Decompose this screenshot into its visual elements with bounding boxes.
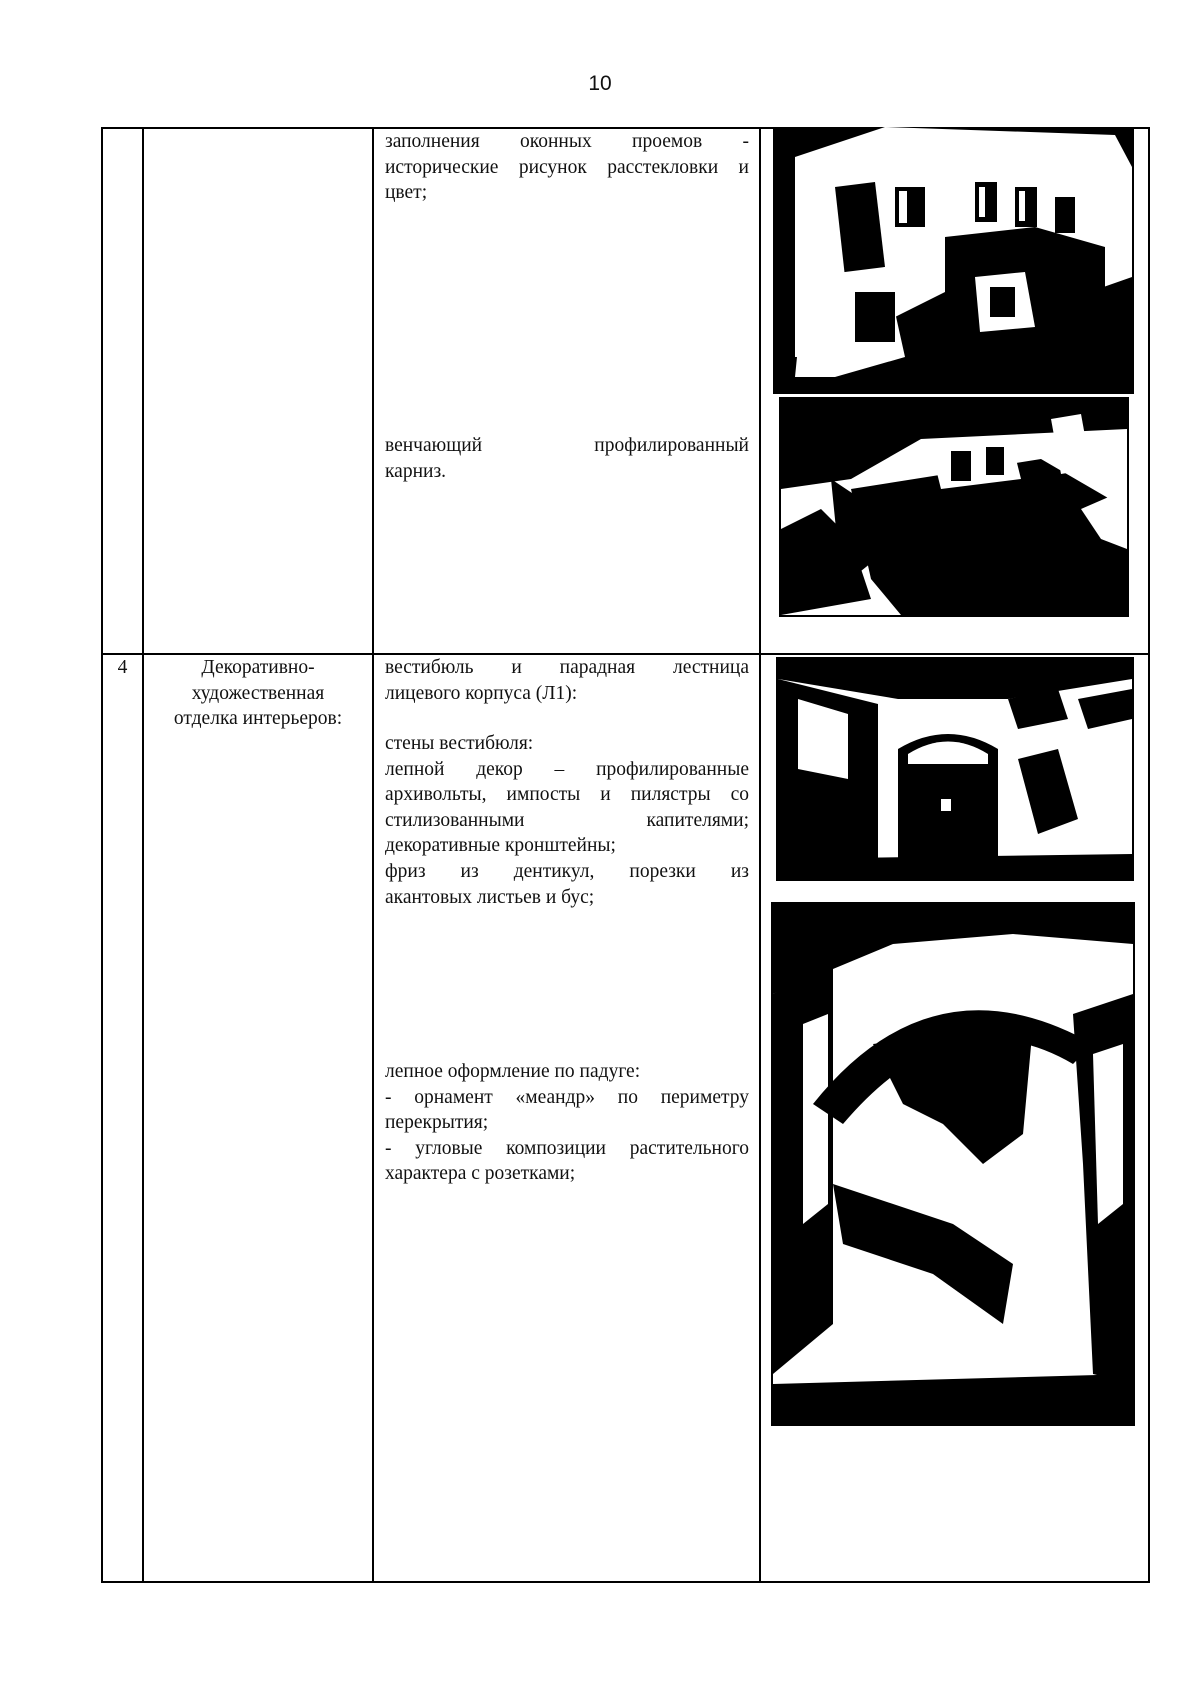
text-line: цвет;: [385, 182, 428, 204]
vestibule-photo: [776, 657, 1134, 881]
feature-vestibule: [385, 655, 749, 706]
text-line: характера с розетками;: [385, 1163, 576, 1185]
table-border-right: [1148, 127, 1150, 1583]
arch-ceiling-photo: [771, 902, 1135, 1426]
text-line: - угловые композиции растительного: [385, 1137, 749, 1159]
feature-window-fillings: [385, 129, 749, 206]
text-line: вестибюль и парадная лестница: [385, 657, 749, 678]
text-line: лепное оформление по падуге:: [385, 1061, 641, 1082]
monument-features-table: [101, 127, 1150, 1583]
page-number: 10: [588, 72, 612, 95]
text-line: - орнамент «меандр» по периметру: [385, 1086, 749, 1108]
feature-vestibule-walls: [385, 731, 749, 910]
text-line: стилизованными капителями;: [385, 809, 749, 831]
feature-cornice: [385, 433, 749, 484]
category-line: отделка интерьеров:: [173, 708, 343, 730]
category-label: [144, 655, 372, 732]
text-line: венчающий профилированный: [385, 435, 749, 456]
table-column-divider: [759, 127, 761, 1583]
text-line: карниз.: [385, 460, 447, 482]
text-line: архивольты, импосты и пилястры со: [385, 784, 749, 806]
text-line: перекрытия;: [385, 1112, 489, 1134]
text-line: исторические рисунок расстекловки и: [385, 156, 749, 178]
table-border-bottom: [101, 1581, 1150, 1583]
building-facade-photo: [773, 127, 1134, 394]
feature-cove-moulding: [385, 1059, 749, 1187]
text-line: декоративные кронштейны;: [385, 835, 616, 857]
cornice-photo: [779, 397, 1129, 617]
text-line: лепной декор – профилированные: [385, 758, 749, 780]
text-line: акантовых листьев и бус;: [385, 886, 595, 908]
text-line: фриз из дентикул, порезки из: [385, 860, 749, 882]
table-column-divider: [142, 127, 144, 1583]
text-line: лицевого корпуса (Л1):: [385, 682, 578, 704]
category-line: художественная: [191, 682, 325, 704]
text-line: стены вестибюля:: [385, 733, 534, 754]
category-line: Декоративно-: [201, 657, 315, 678]
row-number: 4: [117, 657, 128, 678]
text-line: заполнения оконных проемов -: [385, 131, 749, 152]
table-column-divider: [372, 127, 374, 1583]
table-border-left: [101, 127, 103, 1583]
